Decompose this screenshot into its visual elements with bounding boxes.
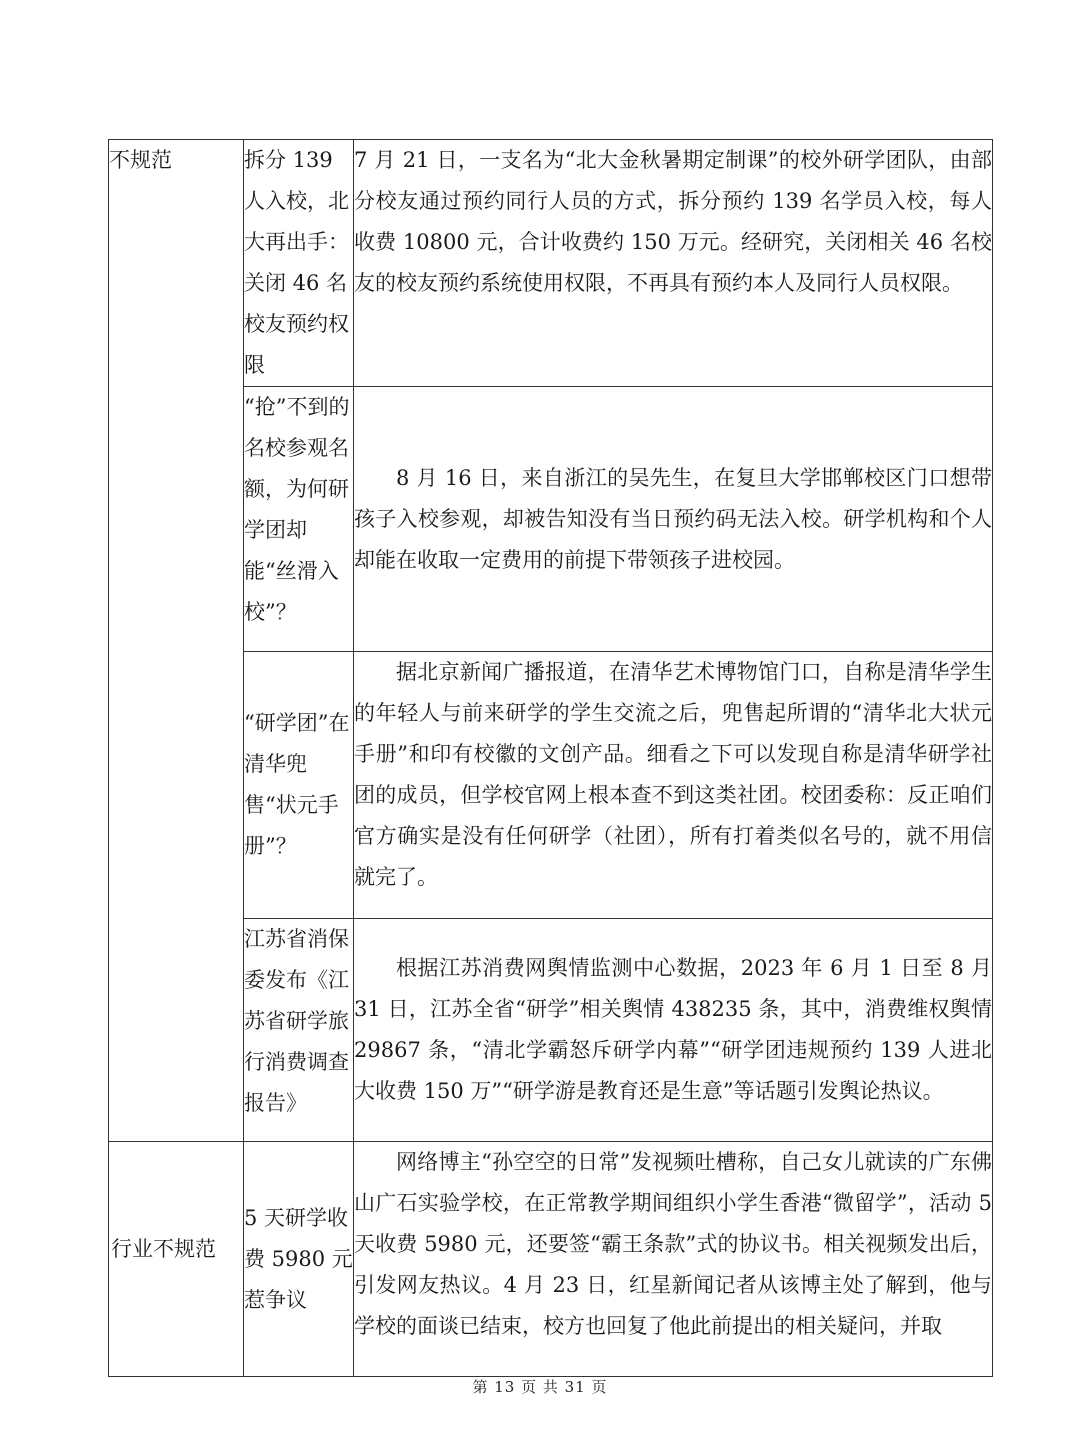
content-cell: 据北京新闻广播报道，在清华艺术博物馆门口，自称是清华学生的年轻人与前来研学的学生交流之后，兜售起所谓的“清华北大状元手册”和印有校徽的文创产品。细看之下可以发现自称是清华研学社团的成员，但学校官网上根本查不到这类社团。校团委称：反正咱们官方确实是没有任何研学（社团），所有打着类似名号的，就不用信就完了。	[354, 652, 993, 919]
topic-cell: 5 天研学收费 5980 元惹争议	[244, 1142, 354, 1377]
table-row	[109, 140, 993, 387]
topic-cell: “研学团”在清华兜售“状元手册”？	[244, 652, 354, 919]
content-table	[108, 139, 993, 1377]
category-cell: 行业不规范	[109, 1142, 244, 1377]
content-cell: 7 月 21 日，一支名为“北大金秋暑期定制课”的校外研学团队，由部分校友通过预约同行人员的方式，拆分预约 139 名学员入校，每人收费 10800 元，合计收费约 150 万元。经研究，关闭相关 46 名校友的校友预约系统使用权限，不再具有预约本人及同行人员权限。	[354, 140, 993, 387]
table-row	[109, 1142, 993, 1377]
category-cell: 不规范	[109, 140, 244, 1142]
content-cell: 网络博主“孙空空的日常”发视频吐槽称，自己女儿就读的广东佛山广石实验学校，在正常教学期间组织小学生香港“微留学”，活动 5 天收费 5980 元，还要签“霸王条款”式的协议书。相关视频发出后，引发网友热议。4 月 23 日，红星新闻记者从该博主处了解到，他与学校的面谈已结束，校方也回复了他此前提出的相关疑问，并取	[354, 1142, 993, 1377]
page-number-footer: 第 13 页 共 31 页	[472, 1378, 608, 1396]
content-cell: 根据江苏消费网舆情监测中心数据，2023 年 6 月 1 日至 8 月 31 日，江苏全省“研学”相关舆情 438235 条，其中，消费维权舆情 29867 条，“清北学霸怒斥研学内幕”“研学团违规预约 139 人进北大收费 150 万”“研学游是教育还是生意”等话题引发舆论热议。	[354, 919, 993, 1142]
topic-cell: “抢”不到的名校参观名额，为何研学团却能“丝滑入校”？	[244, 387, 354, 652]
topic-cell: 拆分 139 人入校，北大再出手：关闭 46 名校友预约权限	[244, 140, 354, 387]
topic-cell: 江苏省消保委发布《江苏省研学旅行消费调查报告》	[244, 919, 354, 1142]
content-cell: 8 月 16 日，来自浙江的吴先生，在复旦大学邯郸校区门口想带孩子入校参观，却被告知没有当日预约码无法入校。研学机构和个人却能在收取一定费用的前提下带领孩子进校园。	[354, 387, 993, 652]
